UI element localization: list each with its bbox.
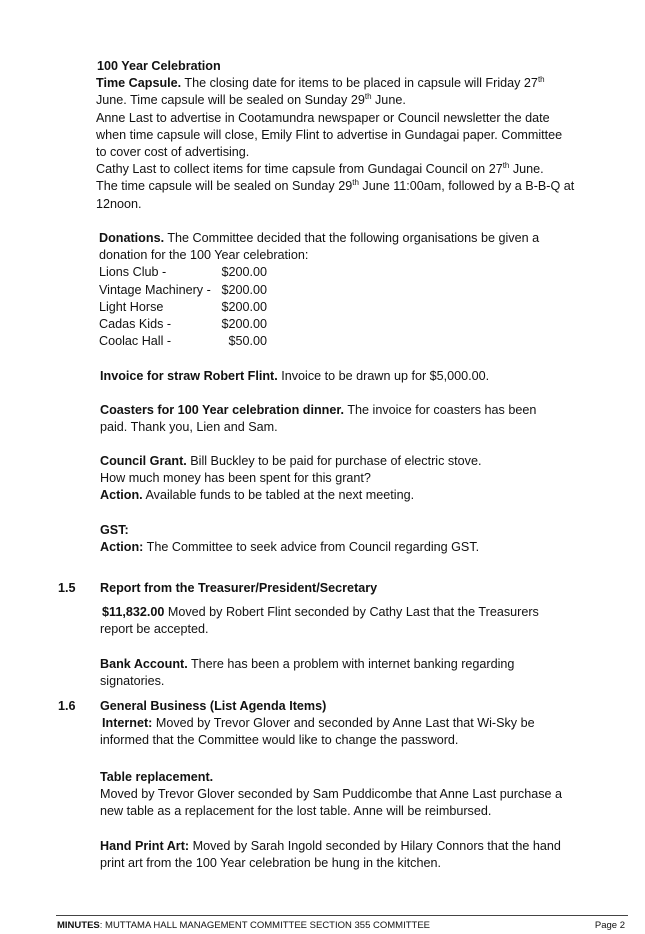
- invoice-text: Invoice to be drawn up for $5,000.00.: [277, 369, 490, 383]
- footer-minutes-label: MINUTES: [57, 920, 100, 931]
- bank-account-section: [100, 656, 514, 690]
- table-replacement-section: [100, 769, 562, 821]
- hand-print-art-line-2: print art from the 100 Year celebration be hung in the kitchen.: [100, 856, 441, 871]
- donation-name: Coolac Hall -: [99, 334, 172, 349]
- coasters-line-1: The invoice for coasters has been: [344, 403, 537, 417]
- footer-title: [57, 920, 430, 932]
- table-replacement-label: Table replacement.: [100, 770, 214, 784]
- section-title-1-5: Report from the Treasurer/President/Secretary: [100, 581, 378, 595]
- time-capsule-line-7b: June 11:00am, followed by a B-B-Q at: [358, 179, 575, 194]
- footer-committee-text: : MUTTAMA HALL MANAGEMENT COMMITTEE SECTION 355 COMMITTEE: [99, 920, 430, 931]
- invoice-label: Invoice for straw Robert Flint.: [100, 369, 278, 383]
- donation-amount: $50.00: [228, 334, 267, 349]
- donation-name: Vintage Machinery -: [99, 282, 211, 297]
- donation-amount: $200.00: [221, 265, 267, 280]
- gst-action-text: The Committee to seek advice from Council regarding GST.: [143, 540, 480, 555]
- page-number: Page 2: [594, 920, 625, 931]
- time-capsule-line-4: when time capsule will close, Emily Flint to advertise in Gundagai paper. Committee: [96, 127, 563, 142]
- treasurer-amount: $11,832.00: [102, 605, 165, 620]
- bank-account-label: Bank Account.: [100, 657, 188, 671]
- invoice-section: [100, 368, 489, 385]
- time-capsule-line-1: The closing date for items to be placed in capsule will Friday 27: [181, 76, 538, 91]
- hand-print-art-label: Hand Print Art:: [100, 839, 190, 853]
- footer-divider: [56, 915, 628, 916]
- gst-label: GST:: [100, 523, 129, 537]
- coasters-line-2: paid. Thank you, Lien and Sam.: [100, 420, 278, 435]
- table-replacement-line-1: Moved by Trevor Glover seconded by Sam Puddicombe that Anne Last purchase a: [100, 787, 563, 802]
- coasters-section: [100, 402, 536, 436]
- time-capsule-line-5: to cover cost of advertising.: [96, 145, 250, 160]
- treasurer-line-1: Moved by Robert Flint seconded by Cathy Last that the Treasurers: [164, 605, 539, 620]
- time-capsule-line-8: 12noon.: [96, 196, 142, 211]
- ordinal-suffix: th: [364, 92, 372, 102]
- donation-name: Cadas Kids -: [99, 316, 172, 331]
- donation-row: [99, 299, 267, 316]
- time-capsule-label: Time Capsule.: [96, 76, 182, 91]
- donations-label: Donations.: [99, 231, 165, 245]
- donations-line-1: The Committee decided that the following organisations be given a: [164, 231, 540, 245]
- hand-print-art-line-1: Moved by Sarah Ingold seconded by Hilary Connors that the hand: [189, 839, 561, 853]
- time-capsule-line-6b: June.: [509, 162, 544, 177]
- bank-account-line-2: signatories.: [100, 674, 165, 689]
- bank-account-line-1: There has been a problem with internet banking regarding: [187, 657, 515, 671]
- donation-name: Lions Club -: [99, 265, 167, 280]
- internet-line-1: Moved by Trevor Glover and seconded by Anne Last that Wi-Sky be: [152, 716, 535, 731]
- treasurer-report-section: [100, 580, 539, 639]
- donation-name: Light Horse: [99, 299, 164, 314]
- ordinal-suffix: th: [352, 178, 359, 188]
- donations-line-2: donation for the 100 Year celebration:: [99, 248, 309, 263]
- donation-amount: $200.00: [221, 316, 267, 331]
- section-number-1-6: 1.6: [58, 699, 76, 713]
- internet-line-2: informed that the Committee would like to change the password.: [100, 733, 459, 748]
- donation-row: [99, 282, 267, 299]
- ordinal-suffix: th: [502, 161, 510, 171]
- time-capsule-line-6a: Cathy Last to collect items for time capsule from Gundagai Council on 27: [96, 162, 503, 177]
- council-grant-line-1: Bill Buckley to be paid for purchase of electric stove.: [186, 454, 482, 468]
- time-capsule-line-2a: June. Time capsule will be sealed on Sunday 29: [96, 93, 365, 108]
- donation-row: [99, 333, 267, 350]
- donations-section: [99, 230, 539, 350]
- gst-section: [100, 522, 479, 556]
- time-capsule-line-3: Anne Last to advertise in Cootamundra newspaper or Council newsletter the date: [96, 110, 550, 125]
- time-capsule-line-2b: June.: [371, 93, 406, 108]
- council-grant-line-2: How much money has been spent for this grant?: [100, 471, 371, 486]
- table-replacement-line-2: new table as a replacement for the lost table. Anne will be reimbursed.: [100, 804, 492, 819]
- celebration-heading: 100 Year Celebration: [97, 59, 221, 73]
- gst-action-label: Action:: [100, 540, 144, 555]
- hand-print-art-section: [100, 838, 561, 872]
- donation-amount: $200.00: [221, 282, 267, 297]
- section-title-1-6: General Business (List Agenda Items): [100, 699, 327, 713]
- donation-row: [99, 316, 267, 333]
- council-grant-action-text: Available funds to be tabled at the next meeting.: [142, 488, 415, 503]
- council-grant-action-label: Action.: [100, 488, 143, 503]
- donations-list: [99, 264, 267, 350]
- general-business-section: [100, 698, 535, 750]
- coasters-label: Coasters for 100 Year celebration dinner.: [100, 403, 345, 417]
- time-capsule-line-7a: The time capsule will be sealed on Sunday 29: [96, 179, 353, 194]
- internet-label: Internet:: [102, 716, 153, 731]
- donation-row: [99, 264, 267, 281]
- celebration-section: [96, 58, 574, 213]
- council-grant-label: Council Grant.: [100, 454, 187, 468]
- ordinal-suffix: th: [537, 75, 545, 85]
- donation-amount: $200.00: [221, 299, 267, 314]
- council-grant-section: [100, 453, 481, 505]
- treasurer-line-2: report be accepted.: [100, 622, 209, 637]
- section-number-1-5: 1.5: [58, 581, 76, 595]
